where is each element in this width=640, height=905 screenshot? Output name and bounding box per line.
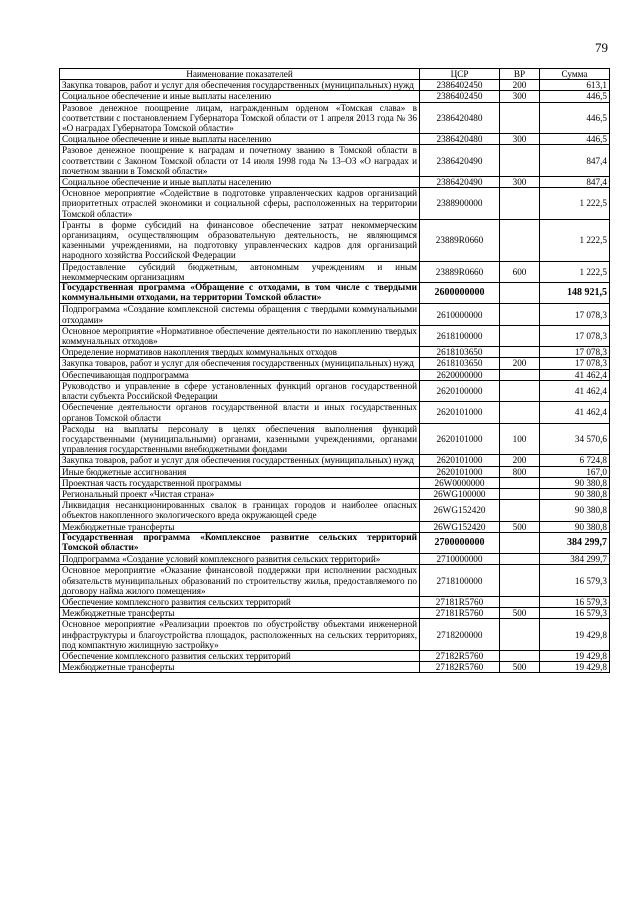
row-csr-cell: 27181R5760	[420, 596, 500, 607]
table-row	[60, 596, 610, 607]
row-csr-cell: 2620101000	[420, 423, 500, 455]
table-row	[60, 188, 610, 220]
row-name-cell: Межбюджетные трансферты	[60, 521, 420, 532]
row-sum-cell: 1 222,5	[540, 219, 610, 261]
row-csr-cell: 2386402450	[420, 80, 500, 91]
table-header-row	[60, 69, 610, 80]
row-csr-cell: 2718200000	[420, 619, 500, 651]
row-name-cell: Гранты в форме субсидий на финансовое обеспечение затрат некоммерческим организациям, осуществляющим образовательную деятельность, не являющимся казенными учреждениями, на подготовку управленческих кадров для организаций народного хозяйства Российской Федерации	[60, 219, 420, 261]
row-vr-cell: 200	[500, 80, 540, 91]
row-csr-cell: 23889R0660	[420, 261, 500, 282]
row-csr-cell: 2386420490	[420, 145, 500, 177]
row-csr-cell: 27182R5760	[420, 662, 500, 673]
row-csr-cell: 2620101000	[420, 455, 500, 466]
row-sum-cell: 19 429,8	[540, 619, 610, 651]
row-sum-cell: 446,5	[540, 102, 610, 134]
table-row	[60, 380, 610, 401]
table-row	[60, 91, 610, 102]
table-row	[60, 521, 610, 532]
row-vr-cell: 200	[500, 455, 540, 466]
row-vr-cell	[500, 304, 540, 325]
row-sum-cell: 384 299,7	[540, 532, 610, 553]
table-row	[60, 532, 610, 553]
row-name-cell: Ликвидация несанкционированных свалок в границах городов и наиболее опасных объектов накопленного экологического вреда окружающей среде	[60, 500, 420, 521]
row-name-cell: Межбюджетные трансферты	[60, 608, 420, 619]
row-vr-cell: 300	[500, 177, 540, 188]
table-row	[60, 565, 610, 597]
row-vr-cell	[500, 145, 540, 177]
row-csr-cell: 26W0000000	[420, 477, 500, 488]
table-row	[60, 261, 610, 282]
header-sum: Сумма	[540, 69, 610, 80]
budget-table	[59, 68, 610, 673]
row-vr-cell	[500, 325, 540, 346]
row-name-cell: Разовое денежное поощрение к наградам и почетному званию в Томской области в соответствии с Законом Томской области от 14 июля 1998 года № 13–ОЗ «О наградах и почетном звании в Томской области»	[60, 145, 420, 177]
row-csr-cell: 2620101000	[420, 402, 500, 423]
row-vr-cell: 300	[500, 91, 540, 102]
row-vr-cell: 500	[500, 662, 540, 673]
row-name-cell: Социальное обеспечение и иные выплаты населению	[60, 177, 420, 188]
row-vr-cell	[500, 102, 540, 134]
table-row	[60, 554, 610, 565]
row-vr-cell	[500, 554, 540, 565]
table-row	[60, 102, 610, 134]
table-row	[60, 80, 610, 91]
table-row	[60, 325, 610, 346]
row-sum-cell: 41 462,4	[540, 369, 610, 380]
header-csr: ЦСР	[420, 69, 500, 80]
row-name-cell: Обеспечение деятельности органов государственной власти и иных государственных органов Томской области	[60, 402, 420, 423]
row-sum-cell: 17 078,3	[540, 347, 610, 358]
row-sum-cell: 90 380,8	[540, 521, 610, 532]
table-body	[60, 80, 610, 673]
table-row	[60, 304, 610, 325]
table-row	[60, 650, 610, 661]
row-csr-cell: 2700000000	[420, 532, 500, 553]
row-csr-cell: 2618103650	[420, 358, 500, 369]
row-name-cell: Разовое денежное поощрение лицам, награжденным орденом «Томская слава» в соответствии с постановлением Губернатора Томской области от 1 апреля 2013 года № 36 «О наградах Губернатора Томской области»	[60, 102, 420, 134]
row-csr-cell: 26WG152420	[420, 521, 500, 532]
row-sum-cell: 17 078,3	[540, 304, 610, 325]
table-row	[60, 662, 610, 673]
row-csr-cell: 2386402450	[420, 91, 500, 102]
table-row	[60, 423, 610, 455]
row-name-cell: Основное мероприятие «Содействие в подготовке управленческих кадров организаций приоритетных отраслей экономики и социальной сферы, расположенных на территории Томской области»	[60, 188, 420, 220]
row-vr-cell: 500	[500, 521, 540, 532]
table-row	[60, 619, 610, 651]
row-name-cell: Обеспечение комплексного развития сельских территорий	[60, 650, 420, 661]
row-name-cell: Закупка товаров, работ и услуг для обеспечения государственных (муниципальных) нужд	[60, 358, 420, 369]
row-vr-cell: 500	[500, 608, 540, 619]
row-vr-cell	[500, 347, 540, 358]
row-vr-cell	[500, 565, 540, 597]
table-row	[60, 177, 610, 188]
row-sum-cell: 16 579,3	[540, 596, 610, 607]
row-name-cell: Подпрограмма «Создание условий комплексного развития сельских территорий»	[60, 554, 420, 565]
row-sum-cell: 19 429,8	[540, 650, 610, 661]
row-name-cell: Основное мероприятие «Реализации проектов по обустройству объектами инженерной инфраструктуры и благоустройства площадок, расположенных на сельских территориях, под компактную жилищную застройку»	[60, 619, 420, 651]
row-sum-cell: 16 579,3	[540, 565, 610, 597]
row-sum-cell: 90 380,8	[540, 477, 610, 488]
row-sum-cell: 90 380,8	[540, 500, 610, 521]
row-name-cell: Межбюджетные трансферты	[60, 662, 420, 673]
row-name-cell: Основное мероприятие «Нормативное обеспечение деятельности по накоплению твердых коммунальных отходов»	[60, 325, 420, 346]
table-row	[60, 455, 610, 466]
row-vr-cell	[500, 188, 540, 220]
row-sum-cell: 17 078,3	[540, 325, 610, 346]
row-name-cell: Закупка товаров, работ и услуг для обеспечения государственных (муниципальных) нужд	[60, 80, 420, 91]
row-sum-cell: 847,4	[540, 145, 610, 177]
row-sum-cell: 6 724,8	[540, 455, 610, 466]
row-vr-cell	[500, 488, 540, 499]
row-csr-cell: 27182R5760	[420, 650, 500, 661]
table-row	[60, 369, 610, 380]
row-vr-cell	[500, 402, 540, 423]
row-sum-cell: 19 429,8	[540, 662, 610, 673]
row-sum-cell: 148 921,5	[540, 283, 610, 304]
table-row	[60, 134, 610, 145]
row-sum-cell: 847,4	[540, 177, 610, 188]
row-csr-cell: 2386420480	[420, 134, 500, 145]
header-name: Наименование показателей	[60, 69, 420, 80]
row-csr-cell: 2386420490	[420, 177, 500, 188]
row-name-cell: Иные бюджетные ассигнования	[60, 466, 420, 477]
table-row	[60, 402, 610, 423]
row-vr-cell	[500, 219, 540, 261]
table-row	[60, 145, 610, 177]
row-name-cell: Государственная программа «Обращение с отходами, в том числе с твердыми коммунальными отходами, на территории Томской области»	[60, 283, 420, 304]
row-vr-cell: 800	[500, 466, 540, 477]
row-name-cell: Предоставление субсидий бюджетным, автономным учреждениям и иным некоммерческим организациям	[60, 261, 420, 282]
row-name-cell: Определение нормативов накопления твердых коммунальных отходов	[60, 347, 420, 358]
row-vr-cell	[500, 477, 540, 488]
row-name-cell: Проектная часть государственной программы	[60, 477, 420, 488]
row-sum-cell: 613,1	[540, 80, 610, 91]
row-sum-cell: 384 299,7	[540, 554, 610, 565]
row-vr-cell	[500, 283, 540, 304]
row-csr-cell: 2618100000	[420, 325, 500, 346]
row-name-cell: Обеспечивающая подпрограмма	[60, 369, 420, 380]
row-vr-cell: 200	[500, 358, 540, 369]
table-row	[60, 608, 610, 619]
row-sum-cell: 167,0	[540, 466, 610, 477]
row-csr-cell: 2718100000	[420, 565, 500, 597]
table-row	[60, 283, 610, 304]
row-name-cell: Руководство и управление в сфере установленных функций органов государственной власти субъекта Российской Федерации	[60, 380, 420, 401]
row-vr-cell	[500, 369, 540, 380]
row-sum-cell: 1 222,5	[540, 188, 610, 220]
row-vr-cell	[500, 596, 540, 607]
row-vr-cell: 300	[500, 134, 540, 145]
row-name-cell: Обеспечение комплексного развития сельских территорий	[60, 596, 420, 607]
table-row	[60, 219, 610, 261]
row-csr-cell: 26WG100000	[420, 488, 500, 499]
table-row	[60, 477, 610, 488]
row-vr-cell	[500, 532, 540, 553]
row-csr-cell: 2710000000	[420, 554, 500, 565]
row-csr-cell: 2388900000	[420, 188, 500, 220]
row-vr-cell: 100	[500, 423, 540, 455]
row-vr-cell	[500, 619, 540, 651]
row-name-cell: Расходы на выплаты персоналу в целях обеспечения выполнения функций государственными (муниципальными) органами, казенными учреждениями, органами управления государственными внебюджетными фондами	[60, 423, 420, 455]
row-csr-cell: 2620000000	[420, 369, 500, 380]
row-name-cell: Закупка товаров, работ и услуг для обеспечения государственных (муниципальных) нужд	[60, 455, 420, 466]
page-number: 79	[595, 40, 608, 55]
row-name-cell: Региональный проект «Чистая страна»	[60, 488, 420, 499]
row-csr-cell: 26WG152420	[420, 500, 500, 521]
row-name-cell: Основное мероприятие «Оказание финансовой поддержки при исполнении расходных обязательств муниципальных образований по строительству жилья, предоставляемого по договору найма жилого помещения»	[60, 565, 420, 597]
row-csr-cell: 2620100000	[420, 380, 500, 401]
row-vr-cell	[500, 500, 540, 521]
table-row	[60, 347, 610, 358]
row-sum-cell: 41 462,4	[540, 380, 610, 401]
table-row	[60, 500, 610, 521]
row-name-cell: Социальное обеспечение и иные выплаты населению	[60, 134, 420, 145]
header-vr: ВР	[500, 69, 540, 80]
table-row	[60, 488, 610, 499]
table-row	[60, 358, 610, 369]
row-vr-cell: 600	[500, 261, 540, 282]
row-csr-cell: 2620101000	[420, 466, 500, 477]
row-csr-cell: 27181R5760	[420, 608, 500, 619]
table-row	[60, 466, 610, 477]
row-csr-cell: 2618103650	[420, 347, 500, 358]
row-vr-cell	[500, 380, 540, 401]
row-sum-cell: 1 222,5	[540, 261, 610, 282]
row-name-cell: Социальное обеспечение и иные выплаты населению	[60, 91, 420, 102]
row-vr-cell	[500, 650, 540, 661]
row-sum-cell: 90 380,8	[540, 488, 610, 499]
row-name-cell: Государственная программа «Комплексное развитие сельских территорий Томской области»	[60, 532, 420, 553]
row-sum-cell: 17 078,3	[540, 358, 610, 369]
row-name-cell: Подпрограмма «Создание комплексной системы обращения с твердыми коммунальными отходами»	[60, 304, 420, 325]
row-sum-cell: 41 462,4	[540, 402, 610, 423]
row-csr-cell: 2610000000	[420, 304, 500, 325]
row-csr-cell: 2600000000	[420, 283, 500, 304]
row-sum-cell: 446,5	[540, 91, 610, 102]
row-sum-cell: 446,5	[540, 134, 610, 145]
row-sum-cell: 34 570,6	[540, 423, 610, 455]
row-csr-cell: 2386420480	[420, 102, 500, 134]
row-sum-cell: 16 579,3	[540, 608, 610, 619]
row-csr-cell: 23889R0660	[420, 219, 500, 261]
